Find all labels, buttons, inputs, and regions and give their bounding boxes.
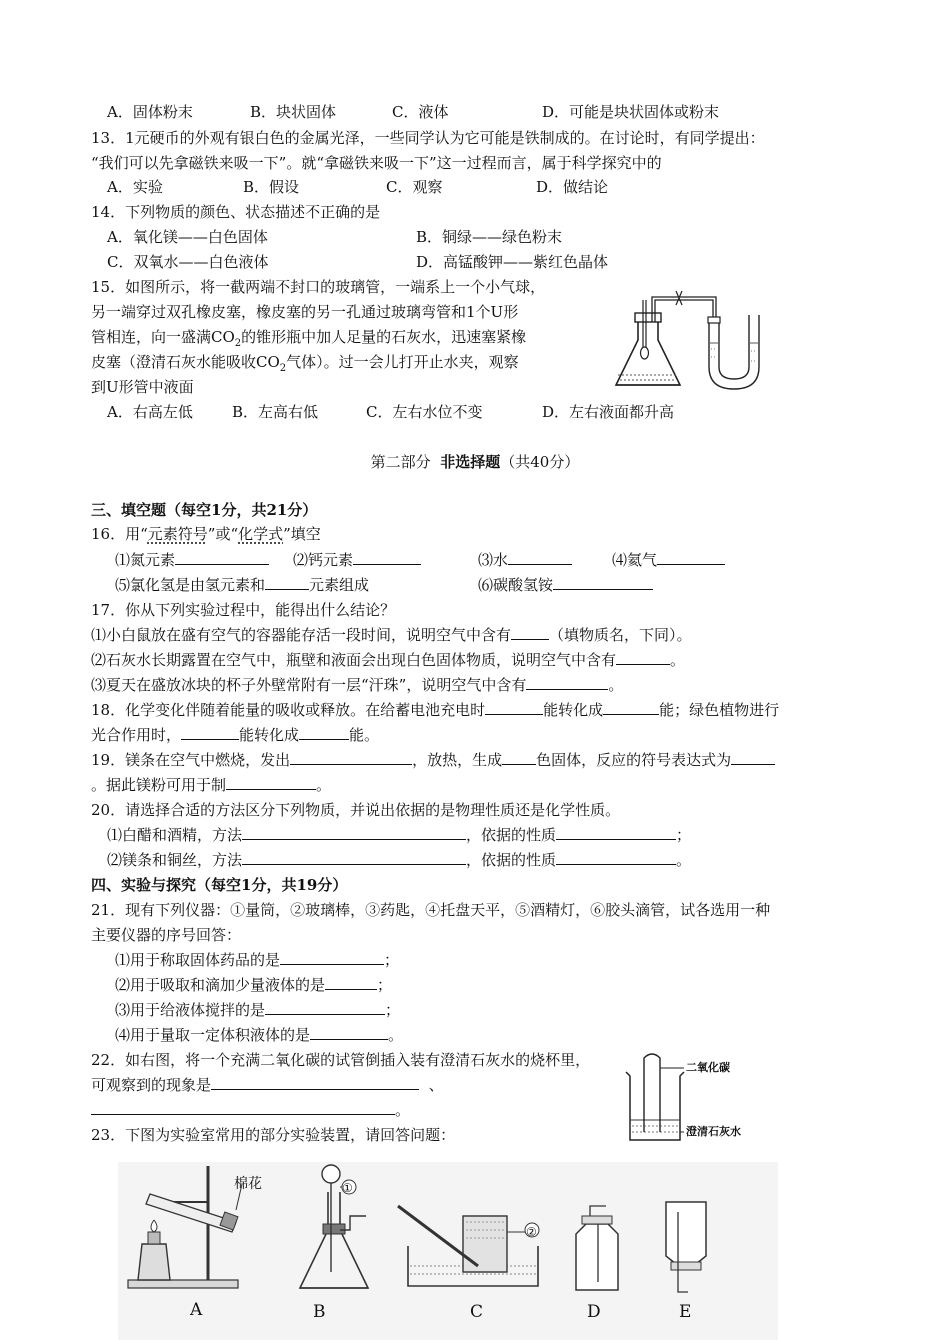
- q12-option-d: D．可能是块状固体或粉末: [542, 103, 720, 121]
- q17-line3: ⑶夏天在盛放冰块的杯子外壁常附有一层“汗珠”，说明空气中含有 。: [91, 676, 624, 694]
- q13-option-b: B．假设: [243, 178, 300, 196]
- q22-line2: 可观察到的现象是 、: [91, 1076, 444, 1094]
- q22-line1: 22．如右图，将一个充满二氧化碳的试管倒插入装有澄清石灰水的烧杯里，: [91, 1051, 591, 1069]
- answer-blank[interactable]: [526, 675, 608, 690]
- q18-line1: 18．化学变化伴随着能量的吸收或释放。在给蓄电池充电时 能转化成 能；绿色植物进行: [91, 701, 780, 719]
- q21-line1: 21．现有下列仪器：①量筒，②玻璃棒，③药匙，④托盘天平，⑤酒精灯，⑥胶头滴管，试各选用一种: [91, 901, 771, 919]
- q14-option-b: B．铜绿——绿色粉末: [416, 228, 563, 246]
- answer-blank[interactable]: [502, 750, 536, 765]
- label-limewater: 澄清石灰水: [686, 1125, 741, 1138]
- q15-line1: 15．如图所示，将一截两端不封口的玻璃管，一端系上一个小气球，: [91, 278, 546, 296]
- answer-blank[interactable]: [290, 750, 412, 765]
- section3-title: 三、填空题（每空1分，共21分）: [91, 501, 318, 519]
- answer-blank[interactable]: [91, 1100, 395, 1115]
- label-cotton: 棉花: [234, 1176, 262, 1192]
- q15-line2: 另一端穿过双孔橡皮塞，橡皮塞的另一孔通过玻璃弯管和1个U形: [91, 303, 519, 321]
- section4-title: 四、实验与探究（每空1分，共19分）: [91, 876, 348, 894]
- answer-blank[interactable]: [553, 575, 653, 590]
- q15-line4: 皮塞（澄清石灰水能吸收$CO_2$气体）。过一会儿打开止水夹，观察: [91, 353, 519, 374]
- q14-option-d: D．高锰酸钾——紫红色晶体: [416, 253, 609, 271]
- q19-line1: 19．镁条在空气中燃烧，发出 ，放热，生成 色固体，反应的符号表达式为: [91, 750, 775, 770]
- q21-item4: ⑷用于量取一定体积液体的是 。: [115, 1026, 404, 1044]
- label-mark2: ②: [526, 1225, 537, 1239]
- q16-item3: ⑶水: [478, 550, 572, 570]
- q13-option-d: D．做结论: [536, 178, 609, 196]
- q21-item2: ⑵用于吸取和滴加少量液体的是 ；: [115, 976, 393, 994]
- answer-blank[interactable]: [556, 850, 676, 865]
- flask-utube-figure: [608, 285, 788, 397]
- q12-option-a: A．固体粉末: [107, 103, 193, 121]
- q15-line3: 管相连，向一盛满$CO_2$的锥形瓶中加人足量的石灰水，迅速塞紧橡: [91, 328, 527, 349]
- answer-blank[interactable]: [310, 1025, 388, 1040]
- answer-blank[interactable]: [325, 975, 377, 990]
- q15-option-b: B．左高右低: [232, 403, 319, 421]
- q17-stem: 17．你从下列实验过程中，能得出什么结论？: [91, 601, 396, 619]
- q16-item2: ⑵钙元素: [293, 550, 421, 570]
- q20-stem: 20．请选择合适的方法区分下列物质，并说出依据的是物理性质还是化学性质。: [91, 801, 621, 819]
- answer-blank[interactable]: [265, 575, 309, 590]
- q14-stem: 14．下列物质的颜色、状态描述不正确的是: [91, 203, 381, 221]
- answer-blank[interactable]: [485, 700, 543, 715]
- answer-blank[interactable]: [603, 700, 659, 715]
- answer-blank[interactable]: [511, 625, 549, 640]
- answer-blank[interactable]: [211, 1075, 419, 1090]
- answer-blank[interactable]: [181, 725, 239, 740]
- q21-item1: ⑴用于称取固体药品的是 ；: [115, 951, 400, 969]
- q15-option-d: D．左右液面都升高: [542, 403, 675, 421]
- answer-blank[interactable]: [353, 550, 421, 565]
- answer-blank[interactable]: [265, 1000, 385, 1015]
- answer-blank[interactable]: [616, 650, 670, 665]
- q21-line2: 主要仪器的序号回答：: [91, 926, 242, 944]
- q19-line2: 。据此镁粉可用于制 。: [91, 776, 332, 794]
- label-e: E: [679, 1302, 692, 1322]
- label-c: C: [470, 1302, 484, 1322]
- q13-line1: 13．1元硬币的外观有银白色的金属光泽，一些同学认为它可能是铁制成的。在讨论时，有同学提出：: [91, 129, 765, 147]
- answer-blank[interactable]: [657, 550, 725, 565]
- label-mark1: ①: [342, 1181, 353, 1195]
- q12-option-b: B．块状固体: [250, 103, 337, 121]
- q15-option-a: A．右高左低: [107, 403, 193, 421]
- q15-option-c: C．左右水位不变: [366, 403, 483, 421]
- q17-line2: ⑵石灰水长期露置在空气中，瓶壁和液面会出现白色固体物质，说明空气中含有 。: [91, 651, 686, 669]
- answer-blank[interactable]: [280, 950, 384, 965]
- q20-line1: ⑴白醋和酒精，方法 ，依据的性质 ；: [107, 826, 692, 844]
- q13-line2: “我们可以先拿磁铁来吸一下”。就“拿磁铁来吸一下”这一过程而言，属于科学探究中的: [91, 154, 662, 172]
- label-d: D: [587, 1302, 601, 1322]
- q22-line3: 。: [91, 1100, 410, 1120]
- q14-option-a: A．氧化镁——白色固体: [107, 228, 268, 246]
- q23-stem: 23．下图为实验室常用的部分实验装置，请回答问题：: [91, 1126, 456, 1144]
- answer-blank[interactable]: [226, 775, 316, 790]
- answer-blank[interactable]: [175, 550, 269, 565]
- q17-line1: ⑴小白鼠放在盛有空气的容器能存活一段时间，说明空气中含有 （填物质名，下同）。: [91, 626, 692, 644]
- q12-option-c: C．液体: [392, 103, 449, 121]
- q16-item6: ⑹碳酸氢铵: [478, 575, 653, 595]
- label-b: B: [313, 1302, 326, 1322]
- q15-line5: 到U形管中液面: [91, 378, 194, 396]
- q16-item1: ⑴氮元素: [115, 550, 269, 570]
- answer-blank[interactable]: [299, 725, 349, 740]
- answer-blank[interactable]: [508, 550, 572, 565]
- q16-item5: ⑸氯化氢是由氢元素和 元素组成: [115, 576, 370, 594]
- q21-item3: ⑶用于给液体搅拌的是 ；: [115, 1001, 401, 1019]
- answer-blank[interactable]: [731, 750, 775, 765]
- part2-header: 第二部分 非选择题（共40分）: [370, 453, 580, 471]
- label-co2: 二氧化碳: [686, 1061, 730, 1074]
- label-a: A: [190, 1300, 203, 1320]
- q16-stem: 16．用“元素符号”或“化学式”填空: [91, 525, 321, 543]
- q14-option-c: C．双氧水——白色液体: [107, 253, 269, 271]
- answer-blank[interactable]: [556, 825, 676, 840]
- answer-blank[interactable]: [242, 825, 466, 840]
- q20-line2: ⑵镁条和铜丝，方法 ，依据的性质 。: [107, 851, 692, 869]
- q18-line2: 光合作用时， 能转化成 能。: [91, 726, 380, 744]
- q13-option-c: C．观察: [386, 178, 443, 196]
- q16-item4: ⑷氦气: [612, 550, 725, 570]
- answer-blank[interactable]: [242, 850, 466, 865]
- q13-option-a: A．实验: [107, 178, 163, 196]
